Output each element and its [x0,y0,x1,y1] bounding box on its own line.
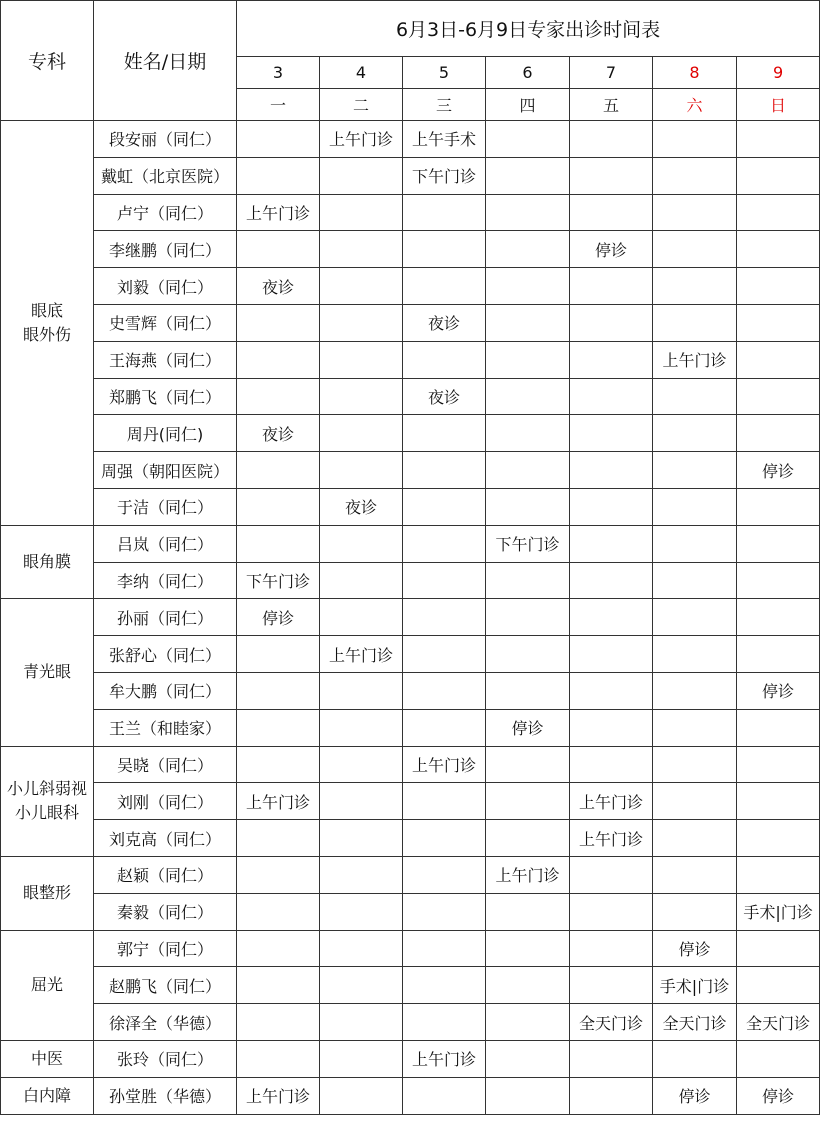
specialty-cell [1,1077,94,1114]
date-header-cell: 7 [570,57,653,89]
table-row [1,378,820,415]
schedule-cell [653,820,737,857]
table-row [1,562,820,599]
table-row [1,599,820,636]
schedule-cell [570,488,653,525]
doctor-name-cell: 刘克高（同仁） [94,820,237,857]
schedule-cell [486,746,570,783]
date-header-cell: 4 [320,57,403,89]
table-row [1,1004,820,1041]
table-row [1,341,820,378]
doctor-name-cell: 张舒心（同仁） [94,636,237,673]
schedule-cell [486,672,570,709]
schedule-cell [653,856,737,893]
schedule-cell: 全天门诊 [570,1004,653,1041]
schedule-cell [403,672,486,709]
table-row [1,709,820,746]
table-row [1,452,820,489]
schedule-cell [320,967,403,1004]
schedule-cell [237,452,320,489]
schedule-cell [486,121,570,158]
schedule-cell [570,304,653,341]
schedule-cell [237,672,320,709]
schedule-cell [403,525,486,562]
schedule-cell [486,820,570,857]
specialty-label: 中医 [30,1048,63,1068]
schedule-cell [486,562,570,599]
schedule-cell: 手术|门诊 [653,967,737,1004]
doctor-name-cell: 段安丽（同仁） [94,121,237,158]
doctor-name-cell: 张玲（同仁） [94,1040,237,1077]
schedule-cell [403,1004,486,1041]
schedule-cell: 下午门诊 [237,562,320,599]
schedule-cell: 夜诊 [403,378,486,415]
specialty-label: 白内障 [22,1085,71,1105]
specialty-label: 眼外伤 [22,324,71,344]
schedule-cell: 夜诊 [403,304,486,341]
specialty-label: 青光眼 [22,662,71,682]
table-row [1,525,820,562]
schedule-cell [320,783,403,820]
table-row [1,121,820,158]
schedule-cell [486,194,570,231]
schedule-cell [653,672,737,709]
schedule-cell [570,157,653,194]
schedule-cell [237,525,320,562]
doctor-name-cell: 李继鹏（同仁） [94,231,237,268]
schedule-cell [320,452,403,489]
schedule-cell: 手术|门诊 [737,893,820,930]
schedule-cell: 上午门诊 [320,121,403,158]
schedule-cell: 上午手术 [403,121,486,158]
specialty-cell [1,1040,94,1077]
schedule-cell [737,930,820,967]
schedule-cell [486,378,570,415]
schedule-cell [737,268,820,305]
schedule-cell [737,341,820,378]
schedule-cell [653,378,737,415]
specialty-cell [1,930,94,1040]
schedule-body [1,121,820,1115]
specialty-label: 小儿眼科 [14,803,79,823]
doctor-name-cell: 史雪辉（同仁） [94,304,237,341]
schedule-cell [486,1040,570,1077]
table-row [1,304,820,341]
date-header-cell: 8 [653,57,737,89]
schedule-cell [486,231,570,268]
doctor-name-cell: 赵鹏飞（同仁） [94,967,237,1004]
table-row [1,636,820,673]
schedule-cell [320,562,403,599]
specialty-label: 眼角膜 [22,552,71,572]
schedule-cell [737,562,820,599]
schedule-cell [403,488,486,525]
schedule-cell [237,231,320,268]
schedule-cell: 上午门诊 [403,746,486,783]
doctor-name-cell: 牟大鹏（同仁） [94,672,237,709]
doctor-name-cell: 周强（朝阳医院） [94,452,237,489]
weekday-header-cell: 三 [403,89,486,121]
schedule-cell [237,488,320,525]
schedule-cell [403,856,486,893]
schedule-cell [737,820,820,857]
table-row [1,1040,820,1077]
schedule-cell [570,415,653,452]
schedule-cell [320,1004,403,1041]
schedule-cell [320,930,403,967]
doctor-name-cell: 郑鹏飞（同仁） [94,378,237,415]
schedule-cell [403,562,486,599]
schedule-cell [237,893,320,930]
doctor-name-cell: 李纳（同仁） [94,562,237,599]
table-row [1,672,820,709]
schedule-cell [403,194,486,231]
schedule-cell: 上午门诊 [237,194,320,231]
table-row [1,746,820,783]
schedule-cell [320,378,403,415]
schedule-cell [486,967,570,1004]
table-row [1,856,820,893]
schedule-cell [737,636,820,673]
schedule-cell [403,967,486,1004]
schedule-cell: 夜诊 [237,415,320,452]
schedule-cell [570,1077,653,1114]
table-row [1,893,820,930]
schedule-cell: 上午门诊 [403,1040,486,1077]
schedule-cell: 上午门诊 [237,783,320,820]
schedule-cell [320,746,403,783]
schedule-cell: 上午门诊 [570,820,653,857]
table-row [1,930,820,967]
schedule-cell [486,893,570,930]
schedule-cell [486,783,570,820]
schedule-cell [653,268,737,305]
schedule-cell [237,341,320,378]
schedule-cell [737,194,820,231]
schedule-cell: 全天门诊 [737,1004,820,1041]
schedule-cell [320,157,403,194]
schedule-cell [403,1077,486,1114]
schedule-cell [653,488,737,525]
schedule-cell [737,231,820,268]
doctor-name-cell: 王海燕（同仁） [94,341,237,378]
date-header-cell: 3 [237,57,320,89]
weekday-header-cell: 日 [737,89,820,121]
schedule-cell [653,893,737,930]
schedule-cell [570,930,653,967]
schedule-cell [320,525,403,562]
schedule-cell [570,525,653,562]
schedule-cell [320,194,403,231]
table-row [1,231,820,268]
schedule-cell [570,856,653,893]
schedule-cell [403,415,486,452]
schedule-cell [403,268,486,305]
table-row [1,967,820,1004]
schedule-cell [570,378,653,415]
specialty-cell [1,525,94,599]
schedule-cell [320,599,403,636]
schedule-cell [737,488,820,525]
doctor-name-cell: 刘刚（同仁） [94,783,237,820]
schedule-cell [737,415,820,452]
schedule-cell [653,746,737,783]
schedule-cell [403,452,486,489]
schedule-cell: 上午门诊 [570,783,653,820]
schedule-cell [653,157,737,194]
schedule-cell: 停诊 [737,1077,820,1114]
schedule-cell [486,452,570,489]
schedule-cell [570,452,653,489]
schedule-cell [737,783,820,820]
schedule-cell [237,1004,320,1041]
weekday-header-cell: 一 [237,89,320,121]
doctor-name-cell: 孙丽（同仁） [94,599,237,636]
table-row [1,157,820,194]
schedule-cell [653,231,737,268]
schedule-cell [237,930,320,967]
schedule-cell [570,636,653,673]
doctor-name-cell: 孙堂胜（华德） [94,1077,237,1114]
schedule-cell [486,1077,570,1114]
schedule-cell [737,378,820,415]
schedule-cell [737,121,820,158]
specialty-label: 眼底 [30,300,63,320]
schedule-cell: 停诊 [653,1077,737,1114]
schedule-cell [403,930,486,967]
doctor-name-cell: 秦毅（同仁） [94,893,237,930]
schedule-cell [403,231,486,268]
schedule-cell: 上午门诊 [486,856,570,893]
specialty-cell [1,599,94,746]
specialty-cell [1,746,94,856]
schedule-cell [737,967,820,1004]
schedule-cell [486,157,570,194]
schedule-cell [237,121,320,158]
schedule-cell: 上午门诊 [653,341,737,378]
schedule-cell [237,1040,320,1077]
schedule-cell [570,672,653,709]
schedule-cell [570,709,653,746]
schedule-cell [653,599,737,636]
schedule-cell [237,636,320,673]
doctor-name-cell: 赵颖（同仁） [94,856,237,893]
schedule-cell [737,746,820,783]
header-name-date: 姓名/日期 [94,1,237,121]
doctor-name-cell: 戴虹（北京医院） [94,157,237,194]
schedule-cell [486,415,570,452]
schedule-cell [653,709,737,746]
schedule-cell [403,636,486,673]
schedule-cell [486,930,570,967]
schedule-cell [653,194,737,231]
schedule-cell: 夜诊 [320,488,403,525]
schedule-cell [737,709,820,746]
schedule-cell [403,893,486,930]
table-title: 6月3日-6月9日专家出诊时间表 [237,1,820,57]
schedule-cell: 停诊 [237,599,320,636]
schedule-cell [570,562,653,599]
table-row [1,1077,820,1114]
schedule-cell [570,746,653,783]
schedule-cell: 全天门诊 [653,1004,737,1041]
schedule-cell [320,1040,403,1077]
schedule-cell: 停诊 [570,231,653,268]
doctor-name-cell: 吴晓（同仁） [94,746,237,783]
schedule-cell [570,967,653,1004]
schedule-cell [570,1040,653,1077]
schedule-cell [237,856,320,893]
schedule-cell: 停诊 [653,930,737,967]
specialty-label: 屈光 [30,975,63,995]
schedule-cell [237,746,320,783]
specialty-label: 眼整形 [22,883,71,903]
schedule-cell [320,709,403,746]
schedule-cell [653,415,737,452]
table-row [1,820,820,857]
weekday-header-cell: 六 [653,89,737,121]
schedule-cell [570,121,653,158]
schedule-cell [653,636,737,673]
schedule-cell [237,820,320,857]
schedule-cell: 停诊 [486,709,570,746]
table-row [1,488,820,525]
doctor-name-cell: 郭宁（同仁） [94,930,237,967]
schedule-cell: 下午门诊 [403,157,486,194]
schedule-cell: 上午门诊 [237,1077,320,1114]
schedule-cell [237,304,320,341]
schedule-cell [320,856,403,893]
table-row [1,783,820,820]
schedule-cell [320,341,403,378]
schedule-cell [570,341,653,378]
schedule-cell [237,378,320,415]
weekday-header-cell: 二 [320,89,403,121]
schedule-cell [653,562,737,599]
schedule-cell [486,304,570,341]
date-header-cell: 5 [403,57,486,89]
table-row [1,268,820,305]
schedule-cell: 停诊 [737,672,820,709]
schedule-cell [320,304,403,341]
schedule-cell [403,783,486,820]
schedule-cell [653,525,737,562]
specialty-cell [1,121,94,526]
schedule-cell [320,1077,403,1114]
schedule-cell [653,783,737,820]
schedule-cell [570,893,653,930]
schedule-cell [320,672,403,709]
table-row [1,194,820,231]
schedule-cell [486,488,570,525]
schedule-cell [320,820,403,857]
schedule-cell [737,304,820,341]
schedule-cell [237,967,320,1004]
specialty-cell [1,856,94,930]
doctor-name-cell: 卢宁（同仁） [94,194,237,231]
schedule-cell [320,268,403,305]
schedule-cell [570,268,653,305]
schedule-cell [737,157,820,194]
schedule-cell [320,231,403,268]
schedule-cell [653,452,737,489]
schedule-cell [737,856,820,893]
table-row [1,415,820,452]
schedule-cell [486,341,570,378]
schedule-cell [486,599,570,636]
schedule-cell [653,304,737,341]
doctor-name-cell: 王兰（和睦家） [94,709,237,746]
schedule-cell [486,636,570,673]
doctor-name-cell: 周丹(同仁) [94,415,237,452]
specialty-label: 小儿斜弱视 [6,779,87,799]
doctor-name-cell: 刘毅（同仁） [94,268,237,305]
date-header-cell: 9 [737,57,820,89]
doctor-name-cell: 于洁（同仁） [94,488,237,525]
doctor-name-cell: 徐泽全（华德） [94,1004,237,1041]
schedule-cell [570,599,653,636]
schedule-cell [320,893,403,930]
weekday-header-cell: 四 [486,89,570,121]
weekday-header-cell: 五 [570,89,653,121]
schedule-cell [403,599,486,636]
date-header-cell: 6 [486,57,570,89]
schedule-cell [653,1040,737,1077]
schedule-cell: 停诊 [737,452,820,489]
schedule-cell [237,709,320,746]
schedule-cell: 夜诊 [237,268,320,305]
header-specialty: 专科 [1,1,94,121]
doctor-name-cell: 吕岚（同仁） [94,525,237,562]
schedule-cell [570,194,653,231]
schedule-cell: 下午门诊 [486,525,570,562]
schedule-cell [403,709,486,746]
schedule-cell [486,268,570,305]
schedule-cell [237,157,320,194]
schedule-cell [653,121,737,158]
schedule-cell [486,1004,570,1041]
schedule-cell [403,820,486,857]
schedule-cell [320,415,403,452]
schedule-cell [737,525,820,562]
schedule-cell [737,599,820,636]
schedule-cell [737,1040,820,1077]
schedule-cell: 上午门诊 [320,636,403,673]
schedule-cell [403,341,486,378]
